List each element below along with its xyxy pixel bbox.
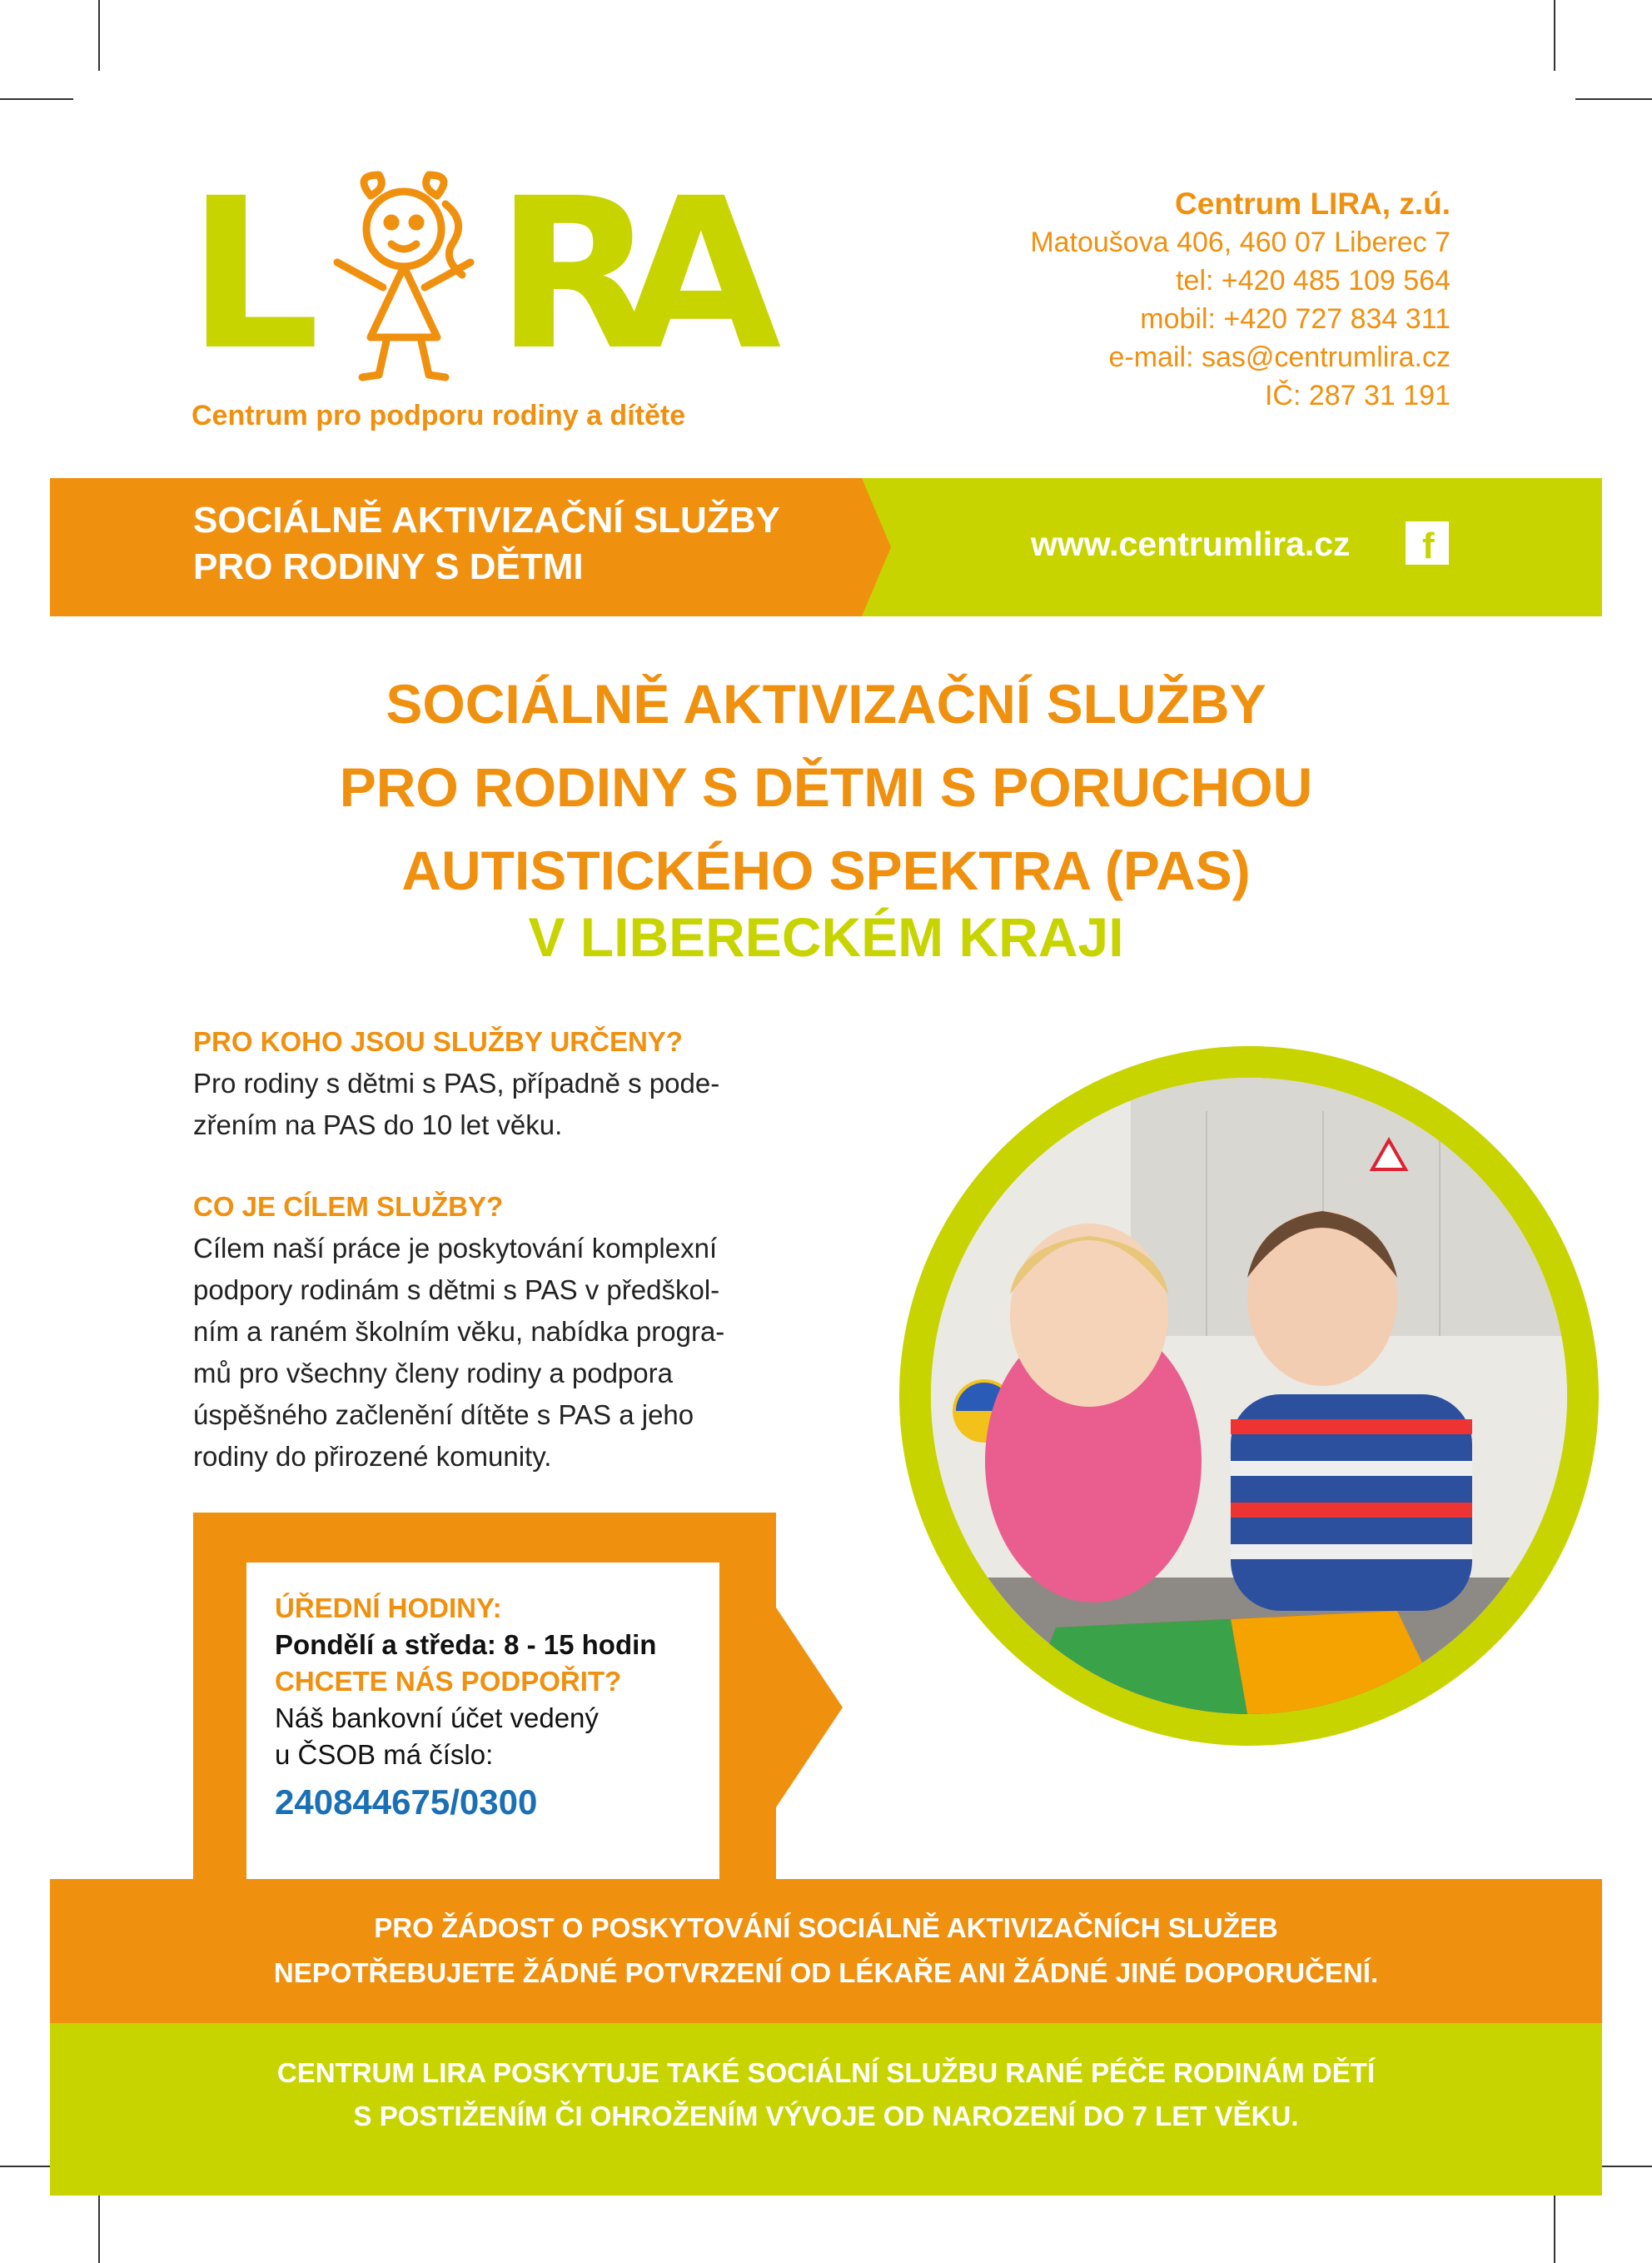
section-goal-line: podpory rodinám s dětmi s PAS v předškol- <box>193 1274 720 1305</box>
footer-orange-line1: PRO ŽÁDOST O POSKYTOVÁNÍ SOCIÁLNĚ AKTIVIZAČNÍCH SLUŽEB <box>374 1912 1278 1943</box>
footer-orange-line2: NEPOTŘEBUJETE ŽÁDNÉ POTVRZENÍ OD LÉKAŘE ANI ŽÁDNÉ JINÉ DOPORUČENÍ. <box>273 1957 1379 1988</box>
section-goal-line: Cílem naší práce je poskytování komplexní <box>193 1233 718 1264</box>
org-name: Centrum LIRA, z.ú. <box>1175 187 1450 221</box>
infobox-arrow <box>776 1608 843 1807</box>
tagline: Centrum pro podporu rodiny a dítěte <box>192 400 686 431</box>
crop-mark <box>1554 2192 1555 2263</box>
section-who-heading: PRO KOHO JSOU SLUŽBY URČENY? <box>193 1026 683 1057</box>
photo-circle <box>899 1046 1599 1746</box>
phone[interactable]: tel: +420 485 109 564 <box>1176 265 1450 297</box>
facebook-icon[interactable]: f <box>1406 521 1449 565</box>
logo-letter-l: L <box>187 153 321 396</box>
hours-heading: ÚŘEDNÍ HODINY: <box>275 1593 502 1623</box>
bank-account-number[interactable]: 240844675/0300 <box>275 1782 538 1822</box>
logo-letter-a: A <box>620 153 782 396</box>
logo-letter-r: R <box>495 153 656 396</box>
children-photo <box>931 1078 1567 1714</box>
contact-block <box>1030 185 1450 415</box>
crop-mark <box>98 0 100 71</box>
crop-mark <box>1575 98 1652 100</box>
banner-title-line1: SOCIÁLNĚ AKTIVIZAČNÍ SLUŽBY <box>193 500 780 541</box>
bank-line2: u ČSOB má číslo: <box>275 1739 494 1770</box>
company-id: IČ: 287 31 191 <box>1264 380 1450 411</box>
address: Matoušova 406, 460 07 Liberec 7 <box>1030 227 1450 258</box>
banner-title-line2: PRO RODINY S DĚTMI <box>193 546 584 587</box>
section-goal-heading: CO JE CÍLEM SLUŽBY? <box>193 1191 504 1222</box>
section-goal-line: ním a raném školním věku, nabídka progra- <box>193 1316 725 1347</box>
section-who-text <box>193 1063 791 1146</box>
footer-green-line2: S POSTIŽENÍM ČI OHROŽENÍM VÝVOJE OD NAROZENÍ DO 7 LET VĚKU. <box>353 2101 1299 2131</box>
section-goal-text <box>193 1228 791 1478</box>
website-link[interactable]: www.centrumlira.cz <box>1031 525 1351 563</box>
headline-line4: V LIBERECKÉM KRAJI <box>528 906 1124 968</box>
crop-mark <box>1554 0 1555 71</box>
headline-line1: SOCIÁLNĚ AKTIVIZAČNÍ SLUŽBY <box>386 673 1266 735</box>
crop-mark <box>0 98 73 100</box>
headline-line3: AUTISTICKÉHO SPEKTRA (PAS) <box>401 840 1251 901</box>
section-goal-line: mů pro všechny členy rodiny a podpora <box>193 1358 673 1388</box>
section-who-line: zřením na PAS do 10 let věku. <box>193 1109 563 1140</box>
children-photo-illustration <box>931 1078 1567 1714</box>
logo-child-figure <box>312 171 495 387</box>
section-who-line: Pro rodiny s dětmi s PAS, případně s pode- <box>193 1068 720 1099</box>
footer-green-line1: CENTRUM LIRA POSKYTUJE TAKÉ SOCIÁLNÍ SLUŽBU RANÉ PÉČE RODINÁM DĚTÍ <box>276 2057 1376 2088</box>
hours-value: Pondělí a středa: 8 - 15 hodin <box>275 1629 657 1660</box>
mobile[interactable]: mobil: +420 727 834 311 <box>1140 303 1450 335</box>
support-heading: CHCETE NÁS PODPOŘIT? <box>275 1666 622 1697</box>
logo <box>187 153 782 396</box>
headline-line2: PRO RODINY S DĚTMI S PORUCHOU <box>339 756 1313 818</box>
banner <box>50 478 1602 616</box>
footer-orange-band <box>50 1879 1602 2023</box>
section-goal-line: rodiny do přirozené komunity. <box>193 1441 552 1472</box>
bank-line1: Náš bankovní účet vedený <box>275 1702 599 1733</box>
crop-mark <box>98 2192 100 2263</box>
email[interactable]: e-mail: sas@centrumlira.cz <box>1108 341 1450 373</box>
section-goal-line: úspěšného začlenění dítěte s PAS a jeho <box>193 1399 694 1430</box>
